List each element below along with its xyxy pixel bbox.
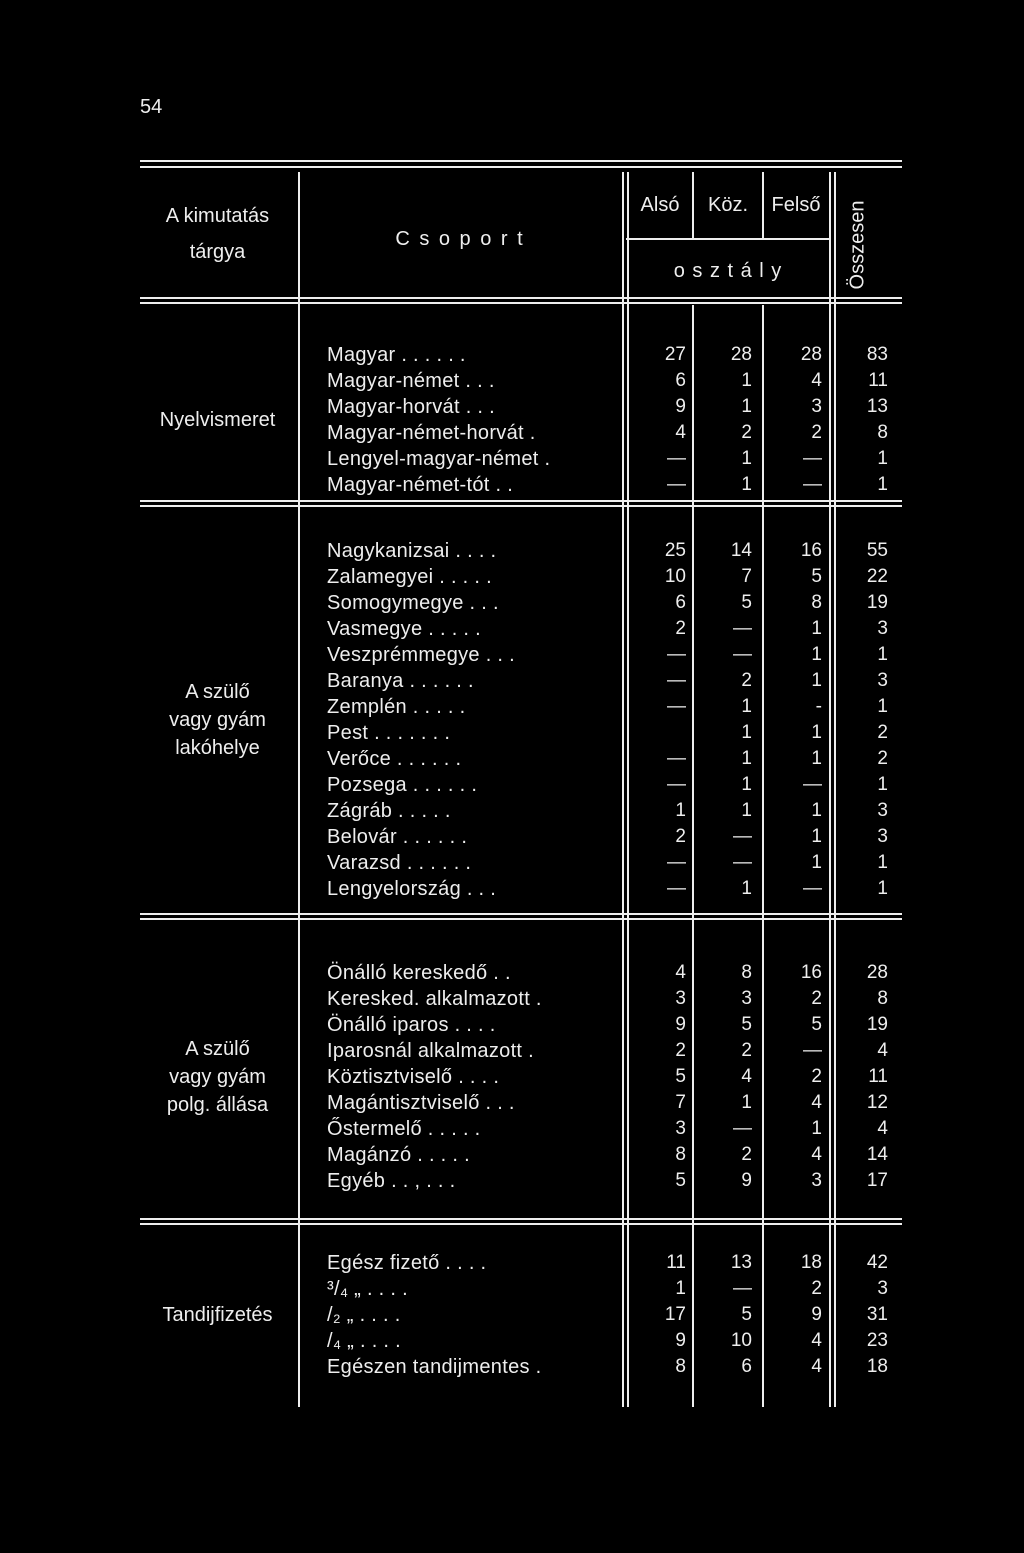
cell-upper: 2 xyxy=(811,1066,822,1087)
row-group-label: Zalamegyei . . . . . xyxy=(327,566,492,588)
cell-upper: 3 xyxy=(811,396,822,417)
cell-total: 1 xyxy=(877,474,888,495)
horizontal-rule xyxy=(140,302,902,304)
cell-lower: — xyxy=(667,696,686,717)
cell-total: 1 xyxy=(877,878,888,899)
cell-lower: — xyxy=(667,670,686,691)
cell-middle: — xyxy=(733,1118,752,1139)
row-group-label: Köztisztviselő . . . . xyxy=(327,1066,500,1088)
row-group-label: Magyar-német . . . xyxy=(327,370,495,392)
cell-lower: 9 xyxy=(675,396,686,417)
section-subject-line: lakóhelye xyxy=(175,737,260,759)
cell-upper: 28 xyxy=(800,344,822,365)
row-group-label: Keresked. alkalmazott . xyxy=(327,988,542,1010)
cell-upper: 1 xyxy=(811,644,822,665)
section-subject-line: polg. állása xyxy=(166,1094,269,1116)
horizontal-rule xyxy=(140,918,902,920)
cell-total: 2 xyxy=(877,748,888,769)
cell-lower: 3 xyxy=(675,1118,686,1139)
cell-total: 19 xyxy=(866,592,888,613)
cell-total: 1 xyxy=(877,696,888,717)
horizontal-rule xyxy=(626,238,830,240)
header-col-lower: Alsó xyxy=(640,194,680,216)
cell-total: 8 xyxy=(877,988,888,1009)
row-group-label: Magánzó . . . . . xyxy=(327,1144,470,1166)
cell-lower: 7 xyxy=(675,1092,686,1113)
cell-upper: 1 xyxy=(811,1118,822,1139)
cell-middle: 7 xyxy=(741,566,752,587)
cell-lower: 5 xyxy=(675,1170,686,1191)
row-group-label: Egészen tandijmentes . xyxy=(327,1356,542,1378)
cell-lower: 4 xyxy=(675,962,686,983)
horizontal-rule xyxy=(140,1218,902,1220)
cell-lower: — xyxy=(667,448,686,469)
horizontal-rule xyxy=(140,160,902,162)
cell-lower: 3 xyxy=(675,988,686,1009)
cell-middle: — xyxy=(733,1278,752,1299)
cell-upper: 3 xyxy=(811,1170,822,1191)
cell-middle: 6 xyxy=(741,1356,752,1377)
cell-middle: 10 xyxy=(730,1330,752,1351)
cell-middle: 1 xyxy=(741,474,752,495)
cell-upper: 1 xyxy=(811,748,822,769)
cell-upper: — xyxy=(803,774,822,795)
header-subject-line1: A kimutatás xyxy=(165,205,270,227)
cell-middle: 14 xyxy=(730,540,752,561)
cell-lower: 6 xyxy=(675,592,686,613)
cell-total: 11 xyxy=(868,1066,888,1087)
horizontal-rule xyxy=(140,166,902,168)
header-subject-line2: tárgya xyxy=(189,241,246,263)
cell-lower: 8 xyxy=(675,1144,686,1165)
row-group-label: Magyar . . . . . . xyxy=(327,344,466,366)
cell-middle: — xyxy=(733,644,752,665)
cell-middle: 1 xyxy=(741,800,752,821)
cell-total: 1 xyxy=(877,852,888,873)
cell-lower: — xyxy=(667,644,686,665)
cell-total: 31 xyxy=(866,1304,888,1325)
cell-total: 2 xyxy=(877,722,888,743)
cell-upper: 4 xyxy=(811,1330,822,1351)
cell-total: 3 xyxy=(877,826,888,847)
cell-upper: 1 xyxy=(811,852,822,873)
section-subject-line: A szülő xyxy=(185,1038,250,1060)
vertical-rule xyxy=(298,172,300,1407)
cell-upper: 1 xyxy=(811,800,822,821)
cell-total: 13 xyxy=(866,396,888,417)
cell-lower: 9 xyxy=(675,1014,686,1035)
row-group-label: Lengyel-magyar-német . xyxy=(327,448,551,470)
section-subject-line: Nyelvismeret xyxy=(159,409,276,431)
row-group-label: Egész fizető . . . . xyxy=(327,1252,487,1274)
header-col-middle: Köz. xyxy=(707,194,749,216)
cell-total: 19 xyxy=(866,1014,888,1035)
cell-lower: 25 xyxy=(664,540,686,561)
cell-upper: — xyxy=(803,1040,822,1061)
header-class-label: o s z t á l y xyxy=(673,260,783,282)
row-group-label: Iparosnál alkalmazott . xyxy=(327,1040,534,1062)
cell-middle: 8 xyxy=(741,962,752,983)
cell-lower: 2 xyxy=(675,618,686,639)
cell-lower: — xyxy=(667,878,686,899)
row-group-label: Verőce . . . . . . xyxy=(327,748,462,770)
cell-upper: 2 xyxy=(811,1278,822,1299)
cell-middle: — xyxy=(733,852,752,873)
section-subject-line: vagy gyám xyxy=(169,709,266,731)
row-group-label: Nagykanizsai . . . . xyxy=(327,540,497,562)
cell-lower: — xyxy=(667,852,686,873)
horizontal-rule xyxy=(140,500,902,502)
cell-lower: 5 xyxy=(675,1066,686,1087)
cell-lower: 6 xyxy=(675,370,686,391)
row-group-label: Vasmegye . . . . . xyxy=(327,618,481,640)
cell-total: 42 xyxy=(866,1252,888,1273)
cell-total: 1 xyxy=(877,644,888,665)
cell-total: 28 xyxy=(866,962,888,983)
cell-middle: 5 xyxy=(741,1014,752,1035)
cell-middle: 1 xyxy=(741,878,752,899)
vertical-rule xyxy=(692,172,694,240)
cell-middle: 1 xyxy=(741,722,752,743)
header-col-upper: Felső xyxy=(771,194,821,216)
row-group-label: Belovár . . . . . . xyxy=(327,826,468,848)
cell-upper: 1 xyxy=(811,670,822,691)
cell-lower: 2 xyxy=(675,826,686,847)
cell-middle: 1 xyxy=(741,1092,752,1113)
cell-upper: 4 xyxy=(811,1356,822,1377)
cell-middle: 5 xyxy=(741,592,752,613)
cell-upper: - xyxy=(815,696,822,717)
cell-total: 8 xyxy=(877,422,888,443)
cell-lower: — xyxy=(667,748,686,769)
cell-upper: — xyxy=(803,474,822,495)
cell-lower: 17 xyxy=(664,1304,686,1325)
cell-upper: 4 xyxy=(811,1092,822,1113)
horizontal-rule xyxy=(140,913,902,915)
section-subject-line: Tandijfizetés xyxy=(162,1304,273,1326)
cell-middle: 1 xyxy=(741,396,752,417)
row-group-label: Magyar-német-tót . . xyxy=(327,474,514,496)
row-group-label: Egyéb . . , . . . xyxy=(327,1170,456,1192)
row-group-label: Önálló kereskedő . . xyxy=(327,962,511,984)
cell-upper: 1 xyxy=(811,618,822,639)
cell-upper: — xyxy=(803,448,822,469)
cell-total: 55 xyxy=(866,540,888,561)
row-group-label: Őstermelő . . . . . xyxy=(327,1118,481,1140)
cell-total: 22 xyxy=(866,566,888,587)
cell-lower: 2 xyxy=(675,1040,686,1061)
row-group-label: Magyar-horvát . . . xyxy=(327,396,495,418)
cell-lower: 27 xyxy=(664,344,686,365)
cell-lower: 10 xyxy=(664,566,686,587)
cell-middle: 1 xyxy=(741,370,752,391)
cell-middle: 1 xyxy=(741,448,752,469)
cell-total: 12 xyxy=(866,1092,888,1113)
row-group-label: Magántisztviselő . . . xyxy=(327,1092,515,1114)
cell-middle: — xyxy=(733,826,752,847)
cell-lower: 1 xyxy=(675,800,686,821)
cell-upper: 16 xyxy=(800,540,822,561)
horizontal-rule xyxy=(140,297,902,299)
cell-upper: 18 xyxy=(800,1252,822,1273)
header-group: C s o p o r t xyxy=(395,228,525,250)
cell-total: 3 xyxy=(877,618,888,639)
row-group-label: Varazsd . . . . . . xyxy=(327,852,472,874)
cell-upper: 9 xyxy=(811,1304,822,1325)
row-group-label: ³/₄ „ . . . . xyxy=(327,1278,408,1300)
cell-total: 18 xyxy=(866,1356,888,1377)
row-group-label: Zágráb . . . . . xyxy=(327,800,451,822)
cell-upper: 4 xyxy=(811,1144,822,1165)
row-group-label: /₂ „ . . . . xyxy=(327,1304,401,1326)
cell-total: 1 xyxy=(877,774,888,795)
cell-total: 11 xyxy=(868,370,888,391)
cell-total: 17 xyxy=(866,1170,888,1191)
cell-total: 3 xyxy=(877,670,888,691)
section-subject-line: vagy gyám xyxy=(169,1066,266,1088)
cell-total: 4 xyxy=(877,1118,888,1139)
horizontal-rule xyxy=(140,1223,902,1225)
cell-lower: 11 xyxy=(666,1252,686,1273)
vertical-rule xyxy=(622,172,624,1407)
horizontal-rule xyxy=(140,505,902,507)
cell-middle: — xyxy=(733,618,752,639)
cell-upper: — xyxy=(803,878,822,899)
cell-total: 4 xyxy=(877,1040,888,1061)
cell-lower: 1 xyxy=(675,1278,686,1299)
cell-lower: — xyxy=(667,474,686,495)
cell-middle: 4 xyxy=(741,1066,752,1087)
cell-total: 14 xyxy=(866,1144,888,1165)
cell-upper: 2 xyxy=(811,422,822,443)
page-number: 54 xyxy=(140,96,163,118)
cell-upper: 16 xyxy=(800,962,822,983)
cell-lower: — xyxy=(667,774,686,795)
cell-upper: 2 xyxy=(811,988,822,1009)
cell-lower: 8 xyxy=(675,1356,686,1377)
row-group-label: Önálló iparos . . . . xyxy=(327,1014,496,1036)
cell-middle: 2 xyxy=(741,670,752,691)
cell-middle: 28 xyxy=(730,344,752,365)
header-col-total: Összesen xyxy=(846,200,869,290)
cell-total: 3 xyxy=(877,1278,888,1299)
section-subject-line: A szülő xyxy=(185,681,250,703)
row-group-label: Pest . . . . . . . xyxy=(327,722,451,744)
cell-middle: 1 xyxy=(741,696,752,717)
row-group-label: Baranya . . . . . . xyxy=(327,670,474,692)
cell-lower: 9 xyxy=(675,1330,686,1351)
cell-middle: 3 xyxy=(741,988,752,1009)
cell-total: 83 xyxy=(866,344,888,365)
cell-middle: 2 xyxy=(741,422,752,443)
cell-middle: 1 xyxy=(741,774,752,795)
cell-total: 1 xyxy=(877,448,888,469)
cell-middle: 13 xyxy=(730,1252,752,1273)
cell-total: 3 xyxy=(877,800,888,821)
cell-upper: 5 xyxy=(811,1014,822,1035)
row-group-label: Somogymegye . . . xyxy=(327,592,499,614)
cell-upper: 4 xyxy=(811,370,822,391)
cell-upper: 5 xyxy=(811,566,822,587)
row-group-label: Pozsega . . . . . . xyxy=(327,774,478,796)
cell-middle: 2 xyxy=(741,1040,752,1061)
cell-upper: 1 xyxy=(811,826,822,847)
cell-upper: 1 xyxy=(811,722,822,743)
row-group-label: Lengyelország . . . xyxy=(327,878,497,900)
cell-middle: 1 xyxy=(741,748,752,769)
cell-total: 23 xyxy=(866,1330,888,1351)
vertical-rule xyxy=(762,172,764,240)
cell-middle: 9 xyxy=(741,1170,752,1191)
cell-middle: 5 xyxy=(741,1304,752,1325)
row-group-label: Zemplén . . . . . xyxy=(327,696,466,718)
row-group-label: Magyar-német-horvát . xyxy=(327,422,536,444)
row-group-label: /₄ „ . . . . xyxy=(327,1330,401,1352)
cell-upper: 8 xyxy=(811,592,822,613)
cell-middle: 2 xyxy=(741,1144,752,1165)
cell-lower: 4 xyxy=(675,422,686,443)
row-group-label: Veszprémmegye . . . xyxy=(327,644,515,666)
